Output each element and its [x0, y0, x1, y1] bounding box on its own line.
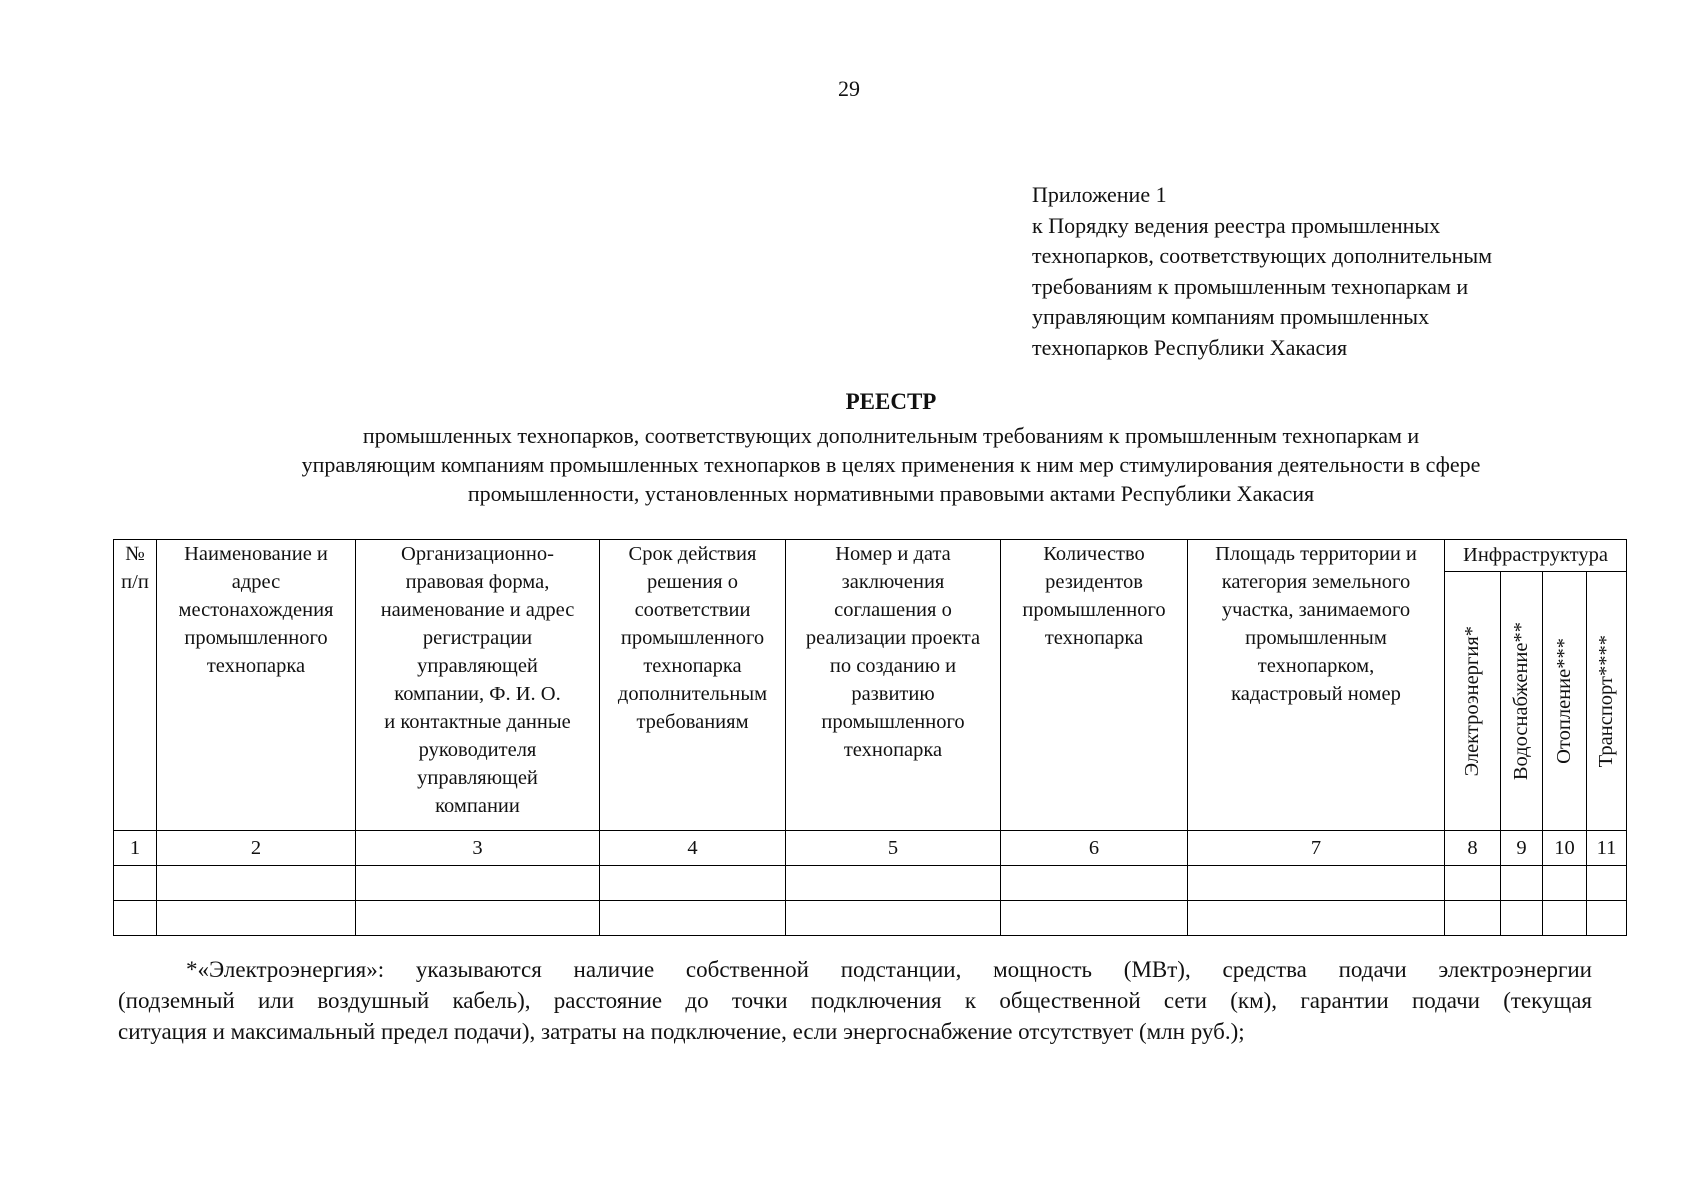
column-number: 8 [1445, 831, 1501, 866]
footnote-line: *«Электроэнергия»: указываются наличие собственной подстанции, мощность (МВт), средства подачи электроэнергии [186, 957, 1592, 982]
footnote-line: ситуация и максимальный предел подачи), затраты на подключение, если энергоснабжение отсутствует (млн руб.); [118, 1019, 1245, 1044]
header-water-supply: Водоснабжение** [1501, 572, 1543, 831]
header-line: решения о [647, 571, 738, 593]
table-row [114, 901, 1627, 936]
header-line: и контактные данные [384, 711, 571, 733]
header-line: кадастровый номер [1231, 683, 1401, 705]
header-line: требованиям [636, 711, 749, 733]
header-line: Номер и дата [835, 543, 951, 565]
header-line: промышленного [620, 627, 765, 649]
header-line: № [125, 543, 145, 565]
header-line: соглашения о [834, 599, 952, 621]
empty-cell [1543, 901, 1587, 936]
header-name-address [157, 540, 356, 831]
header-transport: Транспорт**** [1587, 572, 1627, 831]
header-line: регистрации [422, 627, 533, 649]
header-line: дополнительным [617, 683, 768, 705]
header-line: заключения [841, 571, 945, 593]
empty-cell [1587, 901, 1627, 936]
header-line: компании [435, 795, 520, 817]
header-line: Площадь территории и [1215, 543, 1417, 565]
header-line: участка, занимаемого [1221, 599, 1411, 621]
header-line: Наименование и [184, 543, 328, 565]
header-line: категория земельного [1221, 571, 1411, 593]
header-infrastructure: Инфраструктура [1445, 540, 1627, 572]
header-line: промышленного [184, 627, 328, 649]
empty-cell [1501, 866, 1543, 901]
header-line: руководителя [418, 739, 537, 761]
header-line: наименование и адрес [380, 599, 575, 621]
header-line: технопарка [843, 739, 943, 761]
table-row [114, 866, 1627, 901]
appendix-line: требованиям к промышленным технопаркам и [1032, 273, 1469, 299]
empty-cell [786, 866, 1001, 901]
appendix-line: Приложение 1 [1032, 182, 1167, 207]
column-number: 4 [600, 831, 786, 866]
column-number: 11 [1587, 831, 1627, 866]
empty-cell [786, 901, 1001, 936]
column-number: 6 [1001, 831, 1188, 866]
header-territory [1188, 540, 1445, 831]
empty-cell [356, 901, 600, 936]
empty-cell [114, 866, 157, 901]
header-management-company [356, 540, 600, 831]
appendix-line: технопарков, соответствующих дополнительным [1032, 243, 1493, 268]
empty-cell [600, 901, 786, 936]
appendix-line: технопарков Республики Хакасия [1032, 334, 1348, 360]
footnote [118, 954, 1592, 1047]
header-residents-count [1001, 540, 1188, 831]
header-agreement [786, 540, 1001, 831]
empty-cell [1501, 901, 1543, 936]
header-line: технопарком, [1257, 655, 1375, 677]
empty-cell [1543, 866, 1587, 901]
header-line: правовая форма, [405, 571, 550, 593]
header-line: управляющей [417, 767, 538, 789]
appendix-line: управляющим компаниям промышленных [1032, 304, 1430, 329]
column-number: 5 [786, 831, 1001, 866]
header-line: технопарка [643, 655, 742, 677]
header-line: технопарка [1044, 627, 1144, 649]
empty-cell [157, 866, 356, 901]
column-number-row [114, 831, 1627, 866]
column-number: 2 [157, 831, 356, 866]
header-line: Срок действия [628, 543, 757, 565]
header-line: развитию [851, 683, 935, 705]
header-line: местонахождения [178, 599, 334, 621]
empty-cell [1445, 866, 1501, 901]
empty-cell [356, 866, 600, 901]
header-line: п/п [121, 571, 149, 593]
header-line: промышленным [1245, 627, 1387, 649]
header-line: промышленного [1022, 599, 1166, 621]
header-line: реализации проекта [805, 627, 981, 649]
empty-cell [600, 866, 786, 901]
header-electricity: Электроэнергия* [1445, 572, 1501, 831]
empty-cell [1001, 901, 1188, 936]
header-line: адрес [231, 571, 281, 593]
column-number: 3 [356, 831, 600, 866]
header-line: промышленного [821, 711, 965, 733]
column-number: 9 [1501, 831, 1543, 866]
header-line: Количество [1043, 543, 1145, 565]
header-line: управляющей [417, 655, 538, 677]
header-line: Организационно- [401, 543, 554, 565]
empty-cell [1188, 901, 1445, 936]
header-decision-validity [600, 540, 786, 831]
column-number: 7 [1188, 831, 1445, 866]
registry-table [113, 539, 1627, 936]
header-line: по созданию и [829, 655, 957, 677]
header-number [114, 540, 157, 831]
empty-cell [1587, 866, 1627, 901]
page-number: 29 [838, 76, 860, 101]
subtitle-line: промышленности, установленных нормативными правовыми актами Республики Хакасия [467, 481, 1315, 506]
empty-cell [114, 901, 157, 936]
registry-subtitle [100, 421, 1682, 508]
header-line: компании, Ф. И. О. [394, 683, 561, 705]
appendix-line: к Порядку ведения реестра промышленных [1032, 212, 1441, 238]
subtitle-line: промышленных технопарков, соответствующих дополнительным требованиям к промышленным технопаркам и [362, 423, 1420, 448]
footnote-line: (подземный или воздушный кабель), расстояние до точки подключения к общественной сети (км), гарантии подачи (текущая [118, 988, 1592, 1013]
column-number: 10 [1543, 831, 1587, 866]
column-number: 1 [114, 831, 157, 866]
empty-cell [1188, 866, 1445, 901]
header-line: соответствии [634, 599, 751, 621]
empty-cell [1001, 866, 1188, 901]
registry-title: РЕЕСТР [845, 389, 937, 414]
subtitle-line: управляющим компаниям промышленных технопарков в целях применения к ним мер стимулирования деятельности в сфере [301, 452, 1481, 477]
header-heating: Отопление*** [1543, 572, 1587, 831]
appendix-block [1032, 180, 1492, 363]
empty-cell [157, 901, 356, 936]
empty-cell [1445, 901, 1501, 936]
header-line: резидентов [1045, 571, 1143, 593]
header-line: технопарка [206, 655, 306, 677]
